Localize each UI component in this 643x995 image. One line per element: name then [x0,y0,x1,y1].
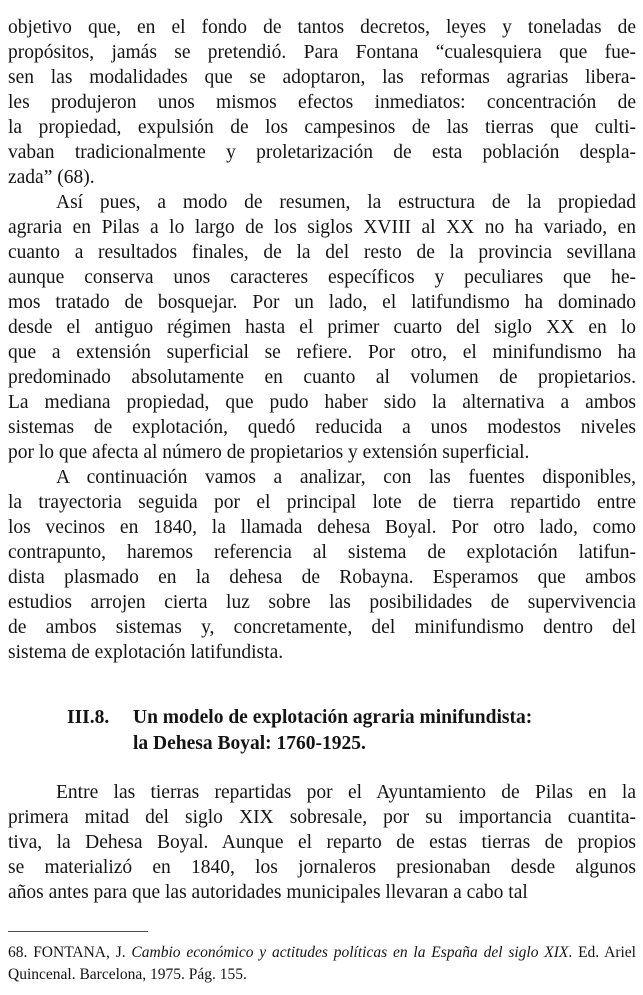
text-line: primera mitad del siglo XIX sobresale, por su importancia cuantita- [8,807,636,828]
footnote-segment: 68. FONTANA, J. [8,944,132,961]
text-line: cuanto a resultados finales, de la del resto de la provincia sevillana [8,242,636,263]
text-line: vaban tradicionalmente y proletarización de esta población despla- [8,142,636,163]
footnote [8,931,636,986]
section-heading-text [133,705,532,757]
text-line: sen las modalidades que se adoptaron, las reformas agrarias libera- [8,67,636,88]
footnote-segment: . Ed. Ariel Quincenal. Barcelona, 1975. Pág. 155. [8,944,636,983]
footnote-text [8,942,636,986]
text-line: objetivo que, en el fondo de tantos decretos, leyes y toneladas de [8,17,636,38]
text-line: los vecinos en 1840, la llamada dehesa Boyal. Por otro lado, como [8,517,636,538]
text-line: Entre las tierras repartidas por el Ayuntamiento de Pilas en la [56,782,636,803]
text-line: La mediana propiedad, que pudo haber sido la alternativa a ambos [8,392,636,413]
text-line: de ambos sistemas y, concretamente, del minifundismo dentro del [8,617,636,638]
text-line: sistema de explotación latifundista. [8,642,284,663]
heading-line: Un modelo de explotación agraria minifundista: [133,707,533,728]
text-line: A continuación vamos a analizar, con las fuentes disponibles, [56,467,636,488]
section-number: III.8. [67,707,110,728]
text-line: desde el antiguo régimen hasta el primer cuarto del siglo XX en lo [8,317,636,338]
paragraph-1 [8,15,636,190]
paragraph-2 [8,190,636,465]
paragraph-4 [8,780,636,905]
text-line: dista plasmado en la dehesa de Robayna. Esperamos que ambos [8,567,636,588]
text-line: Así pues, a modo de resumen, la estructura de la propiedad [56,192,636,213]
text-line: por lo que afecta al número de propietarios y extensión superficial. [8,442,530,463]
page-body [8,15,636,905]
text-line: contrapunto, haremos referencia al sistema de explotación latifun- [8,542,636,563]
footnote-work-title: Cambio económico y actitudes políticas en la España del siglo XIX [131,944,569,961]
text-line: sistemas de explotación, quedó reducida a unos modestos niveles [8,417,636,438]
text-line: la trayectoria seguida por el principal lote de tierra repartido entre [8,492,636,513]
text-line: propósitos, jamás se pretendió. Para Fontana “cualesquiera que fue- [8,42,636,63]
text-line: agraria en Pilas a lo largo de los siglos XVIII al XX no ha variado, en [8,217,636,238]
text-line: tiva, la Dehesa Boyal. Aunque el reparto de estas tierras de propios [8,832,636,853]
text-line: mos tratado de bosquejar. Por un lado, el latifundismo ha dominado [8,292,636,313]
heading-line: la Dehesa Boyal: 1760-1925. [133,733,366,754]
footnote-rule [8,931,148,932]
text-line: aunque conserva unos caracteres específicos y peculiares que he- [8,267,636,288]
text-line: estudios arrojen cierta luz sobre las posibilidades de supervivencia [8,592,636,613]
text-line: la propiedad, expulsión de los campesinos de las tierras que culti- [8,117,636,138]
text-line: zada” (68). [8,167,95,188]
paragraph-3 [8,465,636,665]
text-line: les produjeron unos mismos efectos inmediatos: concentración de [8,92,636,113]
text-line: años antes para que las autoridades municipales llevaran a cabo tal [8,882,528,903]
text-line: predominado absolutamente en cuanto al volumen de propietarios. [8,367,636,388]
text-line: se materializó en 1840, los jornaleros presionaban desde algunos [8,857,636,878]
section-heading [8,705,636,757]
text-line: que a extensión superficial se refiere. Por otro, el minifundismo ha [8,342,636,363]
